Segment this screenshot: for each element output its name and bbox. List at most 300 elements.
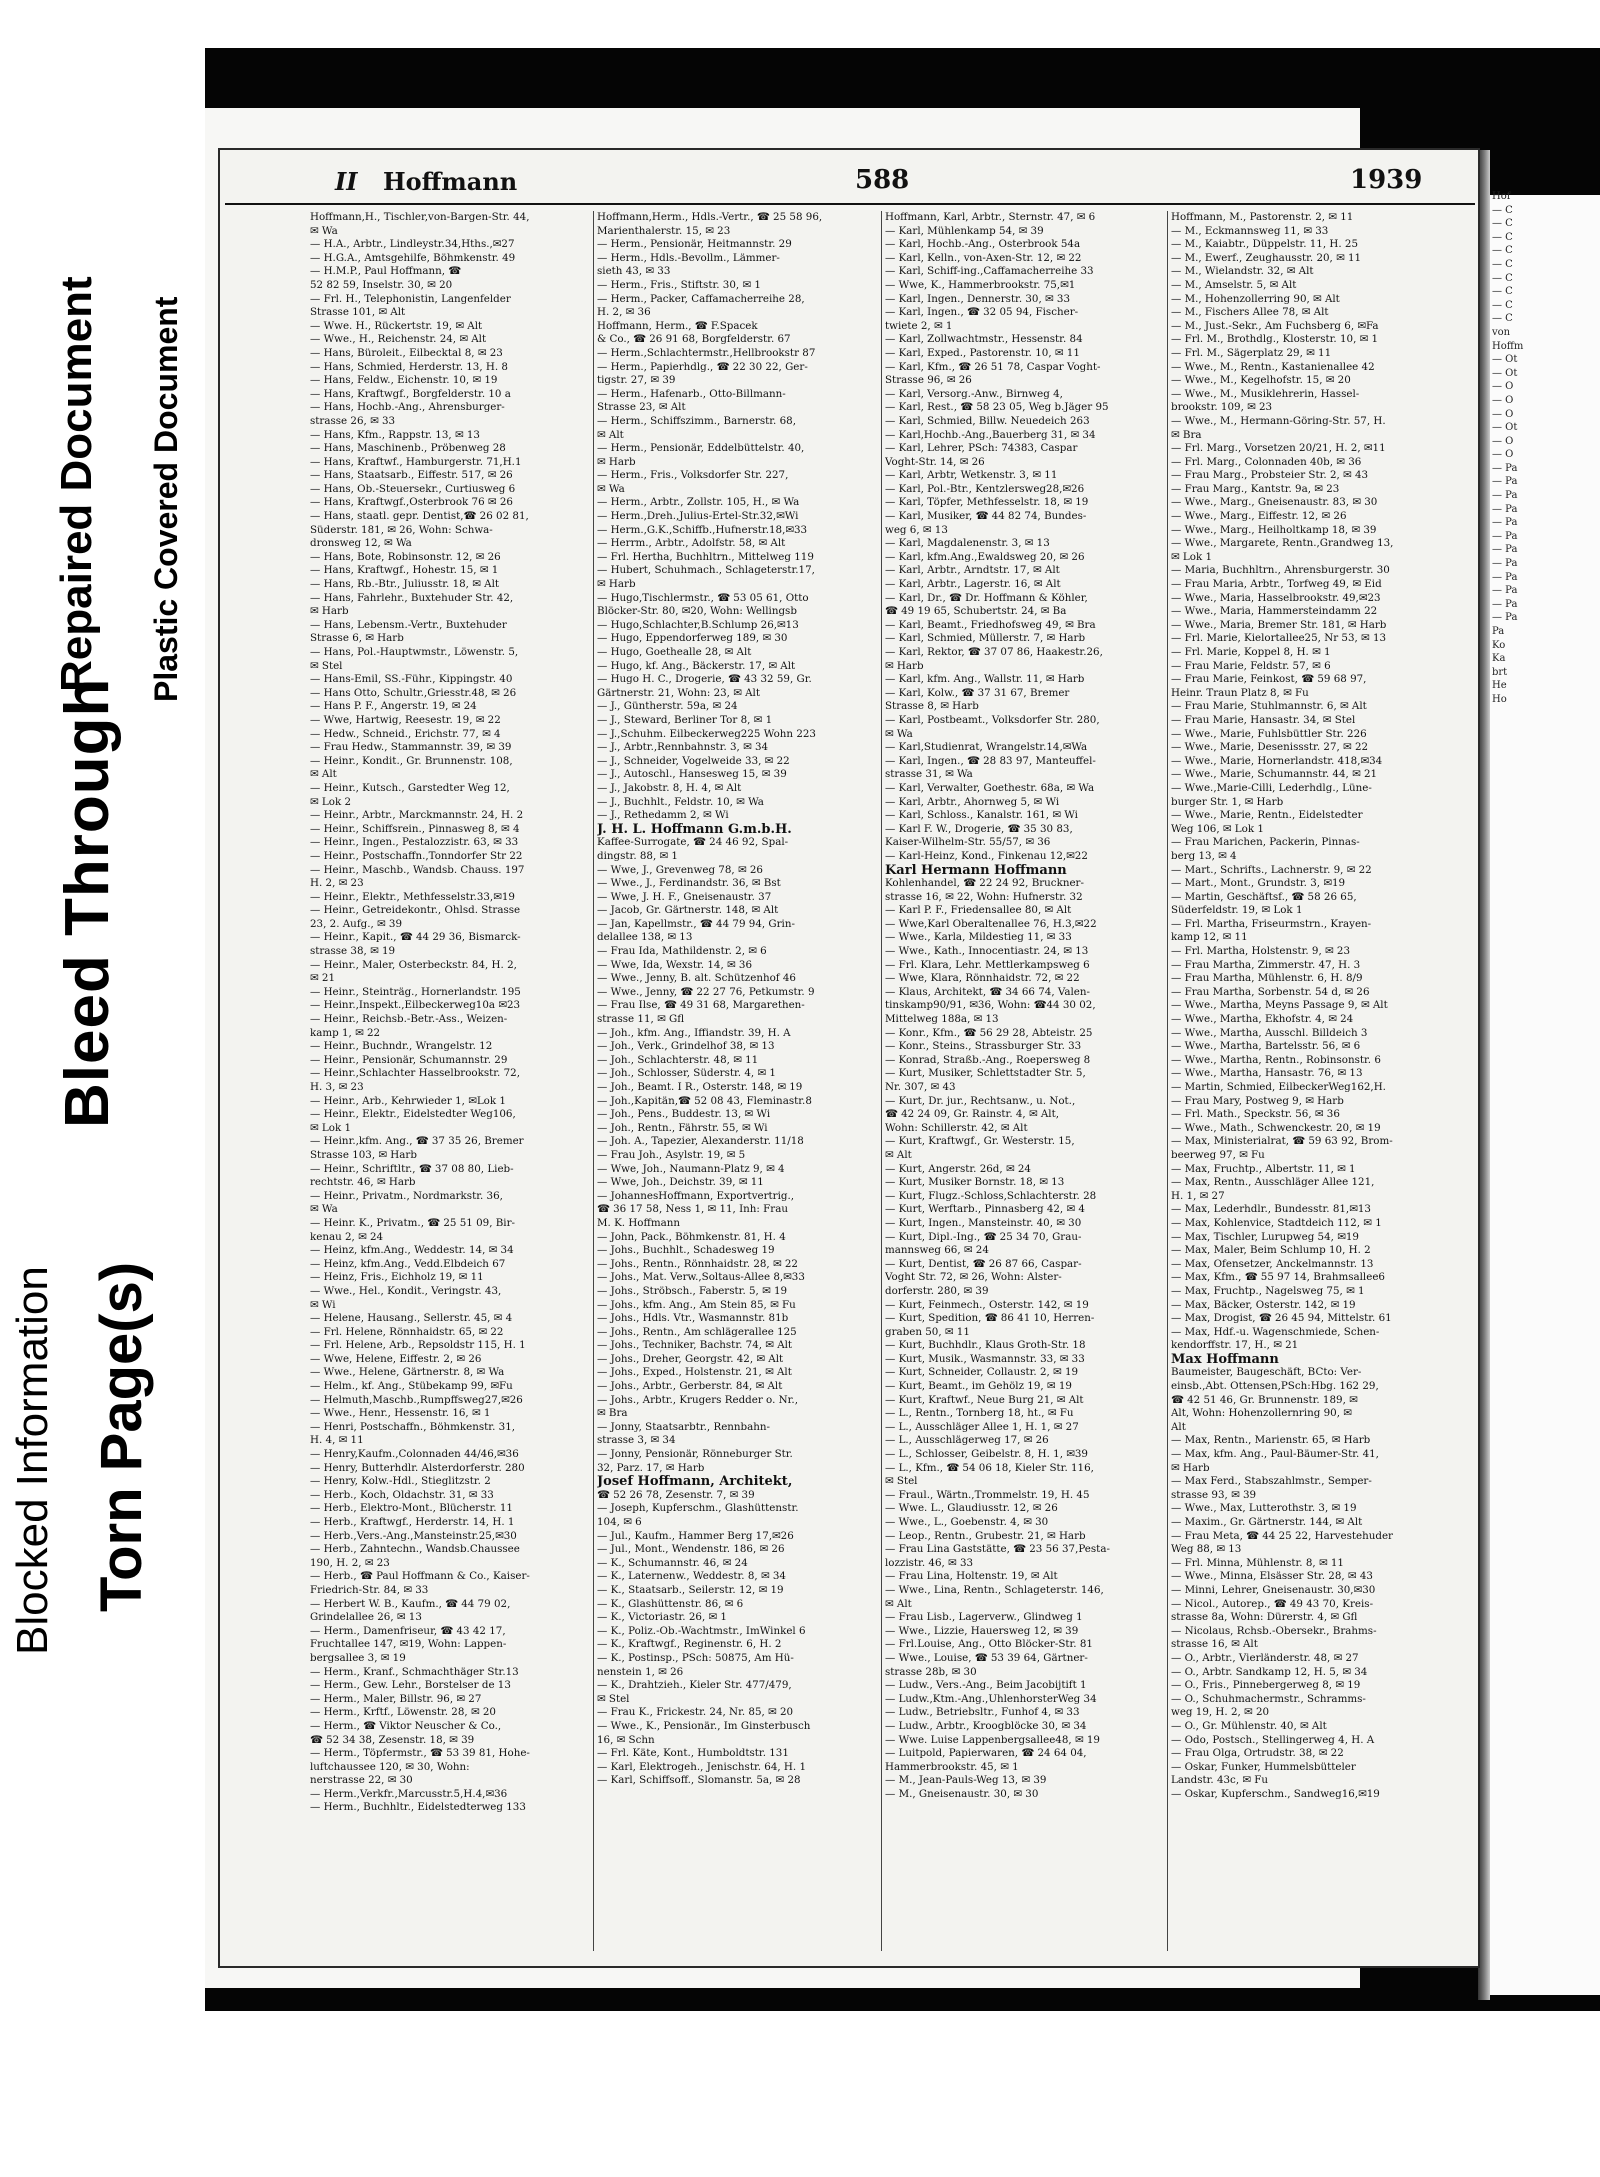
directory-entry-line: — Heinz, Fris., Eichholz 19, ✉ 11 bbox=[310, 1271, 484, 1284]
directory-entry-line: ✉ Bra bbox=[1171, 428, 1202, 441]
directory-entry-line: — Frau Olga, Ortrudstr. 38, ✉ 22 bbox=[1171, 1747, 1344, 1760]
fragment-line: Pa bbox=[1492, 626, 1505, 637]
directory-entry-line: — Wwe., Louise, ☎ 53 39 64, Gärtner- bbox=[885, 1651, 1088, 1664]
directory-entry-line: — Karl, Exped., Pastorenstr. 10, ✉ 11 bbox=[885, 346, 1080, 359]
directory-entry-line: — Wwe., Marg., Gneisenaustr. 83, ✉ 30 bbox=[1171, 496, 1378, 509]
directory-entry-line: M. K. Hoffmann bbox=[597, 1216, 680, 1229]
directory-entry-line: Kaffee-Surrogate, ☎ 24 46 92, Spal- bbox=[597, 836, 789, 849]
directory-entry-line: — Wwe., Helene, Gärtnerstr. 8, ✉ Wa bbox=[310, 1366, 505, 1379]
fragment-line: — Pa bbox=[1492, 476, 1518, 488]
directory-entry-line: — Jacob, Gr. Gärtnerstr. 148, ✉ Alt bbox=[597, 904, 779, 917]
fragment-line: — Ot bbox=[1492, 422, 1518, 434]
directory-entry-line: — J., Schneider, Vogelweide 33, ✉ 22 bbox=[597, 754, 790, 767]
directory-entry-line: Strasse 103, ✉ Harb bbox=[310, 1148, 417, 1161]
directory-entry-line: nerstrasse 22, ✉ 30 bbox=[310, 1774, 413, 1787]
directory-entry-line: — Frl. Helene, Arb., Repsoldstr 115, H. 1 bbox=[310, 1339, 526, 1352]
directory-entry-line: — Kurt, Musiker Bornstr. 18, ✉ 13 bbox=[885, 1176, 1065, 1189]
directory-entry-line: — Wwe., Margarete, Rentn.,Grandweg 13, bbox=[1171, 537, 1394, 550]
directory-entry-line: — Herm., Papierhdlg., ☎ 22 30 22, Ger- bbox=[597, 360, 808, 373]
directory-entry-line: — Karl, Musiker, ☎ 44 82 74, Bundes- bbox=[885, 510, 1087, 523]
fragment-line: — Pa bbox=[1492, 571, 1518, 583]
directory-entry-line: — Wwe., Marie, Desenissstr. 27, ✉ 22 bbox=[1171, 741, 1369, 754]
directory-entry-line: twiete 2, ✉ 1 bbox=[885, 319, 953, 332]
directory-entry-line: — Johs., kfm. Ang., Am Stein 85, ✉ Fu bbox=[597, 1298, 796, 1311]
directory-entry-line: — Karl, Kelln., von-Axen-Str. 12, ✉ 22 bbox=[885, 251, 1082, 264]
directory-entry-line: — Hans, Pol.-Hauptwmstr., Löwenstr. 5, bbox=[310, 646, 519, 658]
fragment-line: — Pa bbox=[1492, 544, 1518, 556]
directory-entry-line: — O., Schuhmachermstr., Schramms- bbox=[1171, 1692, 1366, 1705]
fragment-line: — Pa bbox=[1492, 585, 1518, 597]
directory-entry-line: — O., Gr. Mühlenstr. 40, ✉ Alt bbox=[1171, 1719, 1327, 1732]
directory-entry-line: — Joh. A., Tapezier, Alexanderstr. 11/18 bbox=[597, 1135, 804, 1148]
directory-entry-line: — Herm., Pensionär, Heitmannstr. 29 bbox=[597, 238, 792, 251]
directory-entry-line: H. 1, ✉ 27 bbox=[1171, 1189, 1225, 1202]
directory-entry-line: — Frau Lisb., Lagerverw., Glindweg 1 bbox=[885, 1611, 1083, 1624]
directory-entry-line: — Joh., Pens., Buddestr. 13, ✉ Wi bbox=[597, 1108, 771, 1121]
directory-entry-line: — Karl, Versorg.-Anw., Birnweg 4, bbox=[885, 387, 1063, 400]
directory-entry-line: 190, H. 2, ✉ 23 bbox=[310, 1556, 390, 1569]
directory-entry-line: — Wwe., Karla, Mildestieg 11, ✉ 33 bbox=[885, 931, 1072, 944]
directory-entry-line: — Heinr., Privatm., Nordmarkstr. 36, bbox=[310, 1189, 503, 1202]
directory-entry-line: — Wwe., Martha, Meyns Passage 9, ✉ Alt bbox=[1171, 999, 1388, 1012]
directory-entry-line: Nr. 307, ✉ 43 bbox=[885, 1081, 956, 1093]
fragment-line: — Pa bbox=[1492, 530, 1518, 542]
directory-entry-line: ✉ Wa bbox=[597, 482, 625, 495]
directory-entry-line: — Frl. Marg., Colonnaden 40b, ✉ 36 bbox=[1171, 455, 1362, 468]
directory-entry-line: — Wwe., Lizzie, Hauersweg 12, ✉ 39 bbox=[885, 1624, 1079, 1637]
directory-entry-line: — M., Just.-Sekr., Am Fuchsberg 6, ✉Fa bbox=[1171, 319, 1379, 332]
directory-entry-line: — Wwe, Ida, Wexstr. 14, ✉ 36 bbox=[597, 958, 753, 971]
fragment-line: — O bbox=[1492, 449, 1514, 461]
directory-entry-line: — Herb., Koch, Oldachstr. 31, ✉ 33 bbox=[310, 1488, 494, 1501]
directory-entry-line: — Wwe., M., Kegelhofstr. 15, ✉ 20 bbox=[1171, 374, 1351, 387]
directory-entry-line: 104, ✉ 6 bbox=[597, 1516, 642, 1528]
directory-entry-line: strasse 38, ✉ 19 bbox=[310, 945, 396, 958]
directory-entry-line: — Joh., kfm. Ang., Iffiandstr. 39, H. A bbox=[597, 1026, 791, 1039]
directory-entry-line: — Fraul., Wärtn.,Trommelstr. 19, H. 45 bbox=[885, 1488, 1090, 1501]
directory-entry-line: — L., Ausschläger Allee 1, H. 1, ✉ 27 bbox=[885, 1420, 1079, 1433]
directory-entry-line: — Kurt, Dr. jur., Rechtsanw., u. Not., bbox=[885, 1094, 1076, 1107]
directory-entry-line: — Hans, Feldw., Eichenstr. 10, ✉ 19 bbox=[310, 374, 498, 387]
page-number: 588 bbox=[855, 165, 910, 195]
directory-entry-line: — Frl. Marg., Vorsetzen 20/21, H. 2, ✉11 bbox=[1171, 442, 1386, 455]
directory-entry-line: — Herb., Zahntechn., Wandsb.Chaussee bbox=[310, 1543, 520, 1556]
directory-entry-line: — Ludw., Arbtr., Kroogblöcke 30, ✉ 34 bbox=[885, 1719, 1087, 1732]
directory-entry-line: H. 4, ✉ 11 bbox=[310, 1434, 364, 1447]
directory-entry-line: — Hans, Kfm., Rappstr. 13, ✉ 13 bbox=[310, 428, 480, 441]
directory-entry-line: — Karl, Pol.-Btr., Kentzlersweg28,✉26 bbox=[885, 482, 1085, 495]
directory-entry-line: Hammerbrookstr. 45, ✉ 1 bbox=[885, 1760, 1019, 1773]
label-blocked-information: Blocked Information bbox=[8, 1266, 57, 1655]
directory-entry-line: — Kurt, Feinmech., Osterstr. 142, ✉ 19 bbox=[885, 1298, 1089, 1311]
directory-entry-line: — Karl, Zollwachtmstr., Hessenstr. 84 bbox=[885, 333, 1083, 346]
directory-entry-line: — Karl, Arbtr., Arndtstr. 17, ✉ Alt bbox=[885, 564, 1060, 577]
directory-entry-line: — Konr., Kfm., ☎ 56 29 28, Abteistr. 25 bbox=[885, 1026, 1093, 1039]
directory-entry-line: — Kurt, Spedition, ☎ 86 41 10, Herren- bbox=[885, 1312, 1095, 1325]
directory-entry-line: — Kurt, Werftarb., Pinnasberg 42, ✉ 4 bbox=[885, 1203, 1085, 1216]
directory-entry-line: — Heinr., Kondit., Gr. Brunnenstr. 108, bbox=[310, 754, 513, 767]
directory-entry-line: bergsallee 3, ✉ 19 bbox=[310, 1651, 406, 1664]
directory-entry-line: — Herb., ☎ Paul Hoffmann & Co., Kaiser- bbox=[310, 1570, 530, 1583]
directory-entry-line: — Frau Marie, Feinkost, ☎ 59 68 97, bbox=[1171, 673, 1367, 686]
directory-entry-line: ✉ Stel bbox=[310, 659, 343, 672]
directory-entry-line: — Herm., Pensionär, Eddelbüttelstr. 40, bbox=[597, 442, 805, 455]
next-page-fragment bbox=[1492, 190, 1600, 1990]
directory-entry-line: — Karl, Schiff-ing.,Caffamacherreihe 33 bbox=[885, 265, 1094, 278]
directory-entry-line: — Heinz, kfm.Ang., Vedd.Elbdeich 67 bbox=[310, 1257, 506, 1270]
directory-entry-line: — L., Schlosser, Geibelstr. 8, H. 1, ✉39 bbox=[885, 1448, 1088, 1461]
directory-entry-line: — Kurt, Flugz.-Schloss,Schlachterstr. 28 bbox=[885, 1189, 1097, 1202]
fragment-line: — Pa bbox=[1492, 517, 1518, 529]
directory-entry-line: — Heinr., Elektr., Methfesselstr.33,✉19 bbox=[310, 890, 515, 903]
directory-entry-line: — Wwe., K., Pensionär., Im Ginsterbusch bbox=[597, 1719, 811, 1732]
directory-entry-line: — Karl, Magdalenenstr. 3, ✉ 13 bbox=[885, 537, 1050, 550]
directory-entry-line: — Frau Hedw., Stammannstr. 39, ✉ 39 bbox=[310, 741, 512, 754]
directory-entry-line: ☎ 52 34 38, Zesenstr. 18, ✉ 39 bbox=[310, 1733, 475, 1746]
directory-entry-line: Hoffmann,H., Tischler,von-Bargen-Str. 44, bbox=[310, 211, 530, 223]
directory-entry-line: — Jul., Kaufm., Hammer Berg 17,✉26 bbox=[597, 1529, 794, 1542]
directory-entry-line: — Wwe., Hel., Kondit., Veringstr. 43, bbox=[310, 1284, 502, 1297]
directory-entry-line: Blöcker-Str. 80, ✉20, Wohn: Wellingsb bbox=[597, 605, 797, 618]
directory-entry-line: — Klaus, Architekt, ☎ 34 66 74, Valen- bbox=[885, 985, 1090, 998]
directory-entry-line: — M., Fischers Allee 78, ✉ Alt bbox=[1171, 306, 1329, 319]
directory-entry-line: — Wwe., Martha, Hansastr. 76, ✉ 13 bbox=[1171, 1067, 1363, 1080]
directory-entry-line: — Heinr.,kfm. Ang., ☎ 37 35 26, Bremer bbox=[310, 1135, 524, 1148]
directory-entry-line: — K., Laternenw., Weddestr. 8, ✉ 34 bbox=[597, 1570, 786, 1583]
fragment-line: — Pa bbox=[1492, 503, 1518, 515]
directory-entry-line: — Frau Lina, Holtenstr. 19, ✉ Alt bbox=[885, 1570, 1058, 1583]
directory-entry-line: Gärtnerstr. 21, Wohn: 23, ✉ Alt bbox=[597, 686, 760, 699]
directory-entry-line: H. 2, ✉ 36 bbox=[597, 306, 651, 319]
directory-entry-line: — Kurt, Musiker, Schlettstadter Str. 5, bbox=[885, 1067, 1086, 1080]
fragment-line: — Pa bbox=[1492, 598, 1518, 610]
directory-column-3 bbox=[885, 211, 1167, 1951]
directory-entry-line: ☎ 36 17 58, Ness 1, ✉ 11, Inh: Frau bbox=[597, 1203, 789, 1216]
directory-entry-line: — Henry, Kolw.-Hdl., Stieglitzstr. 2 bbox=[310, 1475, 491, 1488]
directory-entry-line: — Wwe, Helene, Eiffestr. 2, ✉ 26 bbox=[310, 1352, 482, 1365]
directory-entry-line: — Max, Kohlenvice, Stadtdeich 112, ✉ 1 bbox=[1171, 1216, 1382, 1229]
directory-entry-line: strasse 11, ✉ Gfl bbox=[597, 1013, 685, 1026]
column-divider bbox=[593, 211, 594, 1951]
directory-entry-line: — Wwe., Maria, Hammersteindamm 22 bbox=[1171, 605, 1378, 618]
directory-entry-line: — Karl, Arbtr, Wetkenstr. 3, ✉ 11 bbox=[885, 469, 1058, 482]
directory-column-4 bbox=[1171, 211, 1453, 1951]
directory-entry-line: tigstr. 27, ✉ 39 bbox=[597, 374, 676, 387]
directory-entry-line: ✉ Wa bbox=[885, 727, 913, 740]
directory-entry-line: — Heinr., Ingen., Pestalozzistr. 63, ✉ 33 bbox=[310, 836, 519, 849]
directory-entry-line: — Heinr., Arbtr., Marckmannstr. 24, H. 2 bbox=[310, 809, 524, 822]
fragment-line: — Pa bbox=[1492, 490, 1518, 502]
directory-entry-line: — K., Kraftwgf., Reginenstr. 6, H. 2 bbox=[597, 1638, 782, 1651]
directory-entry-line: H. 2, ✉ 23 bbox=[310, 877, 364, 890]
header-surname: Hoffmann bbox=[383, 167, 518, 196]
directory-entry-line: 23, 2. Aufg., ✉ 39 bbox=[310, 917, 403, 930]
directory-entry-line: — Frl. Marie, Koppel 8, H. ✉ 1 bbox=[1171, 646, 1331, 658]
directory-entry-line: — M., Hohenzollerring 90, ✉ Alt bbox=[1171, 292, 1340, 305]
directory-entry-line: — Wwe., Maria, Bremer Str. 181, ✉ Harb bbox=[1171, 618, 1387, 631]
directory-entry-line: — Hans, Bote, Robinsonstr. 12, ✉ 26 bbox=[310, 550, 501, 563]
directory-entry-line: — K., Postinsp., PSch: 50875, Am Hü- bbox=[597, 1651, 794, 1664]
directory-entry-line: ✉ Alt bbox=[885, 1597, 912, 1610]
directory-entry-line: — Karl F. W., Drogerie, ☎ 35 30 83, bbox=[885, 822, 1073, 835]
directory-entry-line: — Wwe, Klara, Rönnhaidstr. 72, ✉ 22 bbox=[885, 972, 1080, 985]
fragment-line: Hoffm bbox=[1492, 340, 1524, 352]
directory-entry-line: — M., Eckmannsweg 11, ✉ 33 bbox=[1171, 224, 1329, 237]
directory-entry-line: — Nicol., Autorep., ☎ 49 43 70, Kreis- bbox=[1171, 1597, 1374, 1610]
directory-entry-line: Strasse 8, ✉ Harb bbox=[885, 700, 979, 713]
fragment-line: — Pa bbox=[1492, 558, 1518, 570]
directory-entry-line: — Karl, Ingen., ☎ 28 83 97, Manteuffel- bbox=[885, 754, 1096, 767]
directory-entry-line: strasse 16, ✉ 22, Wohn: Hufnerstr. 32 bbox=[885, 890, 1083, 903]
directory-entry-line: ✉ Harb bbox=[310, 605, 349, 618]
directory-entry-line: — Herm.,Schlachtermstr.,Hellbrookstr 87 bbox=[597, 346, 816, 359]
directory-entry-line: — Heinr.,Schlachter Hasselbrookstr. 72, bbox=[310, 1067, 520, 1080]
directory-entry-line: — Frl. M., Sägerplatz 29, ✉ 11 bbox=[1171, 346, 1332, 359]
directory-entry-line: — Kurt, Schneider, Collaustr. 2, ✉ 19 bbox=[885, 1366, 1079, 1379]
directory-entry-line: — Frl. Helene, Rönnhaidstr. 65, ✉ 22 bbox=[310, 1325, 504, 1338]
fragment-line: brt bbox=[1492, 666, 1508, 678]
directory-entry-line: J. H. L. Hoffmann G.m.b.H. bbox=[597, 822, 792, 837]
directory-entry-line: — L., Kfm., ☎ 54 06 18, Kieler Str. 116, bbox=[885, 1461, 1094, 1474]
directory-entry-line: — Wwe, J. H. F., Gneisenaustr. 37 bbox=[597, 890, 772, 903]
directory-entry-line: — Herm.,G.K.,Schiffb.,Hufnerstr.18,✉33 bbox=[597, 523, 808, 536]
directory-entry-line: tinskamp90/91, ✉36, Wohn: ☎44 30 02, bbox=[885, 999, 1096, 1012]
directory-entry-line: — Joh.,Kapitän,☎ 52 08 43, Fleminastr.8 bbox=[597, 1094, 812, 1107]
fragment-line: — O bbox=[1492, 394, 1514, 406]
directory-entry-line: — Wwe., Maria, Hasselbrookstr. 49,✉23 bbox=[1171, 591, 1381, 604]
directory-entry-line: — Wwe., Martha, Ekhofstr. 4, ✉ 24 bbox=[1171, 1013, 1354, 1026]
directory-entry-line: Heinr. Traun Platz 8, ✉ Fu bbox=[1171, 686, 1309, 699]
directory-entry-line: — Johs., Rentn., Am schlägerallee 125 bbox=[597, 1325, 797, 1338]
directory-entry-line: — Wwe., Jenny, B. alt. Schützenhof 46 bbox=[597, 972, 796, 985]
directory-entry-line: — Kurt, Musik., Wasmannstr. 33, ✉ 33 bbox=[885, 1352, 1085, 1365]
directory-entry-line: — Herm.,Dreh.,Julius-Ertel-Str.32,✉Wi bbox=[597, 510, 799, 523]
directory-entry-line: — K., Glashüttenstr. 86, ✉ 6 bbox=[597, 1597, 744, 1610]
directory-entry-line: — Maxim., Gr. Gärtnerstr. 144, ✉ Alt bbox=[1171, 1516, 1363, 1528]
directory-entry-line: — Frau Lina Gaststätte, ☎ 23 56 37,Pesta- bbox=[885, 1543, 1110, 1556]
directory-entry-line: — Johs., Dreher, Georgstr. 42, ✉ Alt bbox=[597, 1352, 784, 1365]
directory-entry-line: — Hans, Kraftwf., Hamburgerstr. 71,H.1 bbox=[310, 455, 522, 468]
fragment-line: — Pa bbox=[1492, 612, 1518, 624]
directory-entry-line: — M., Wielandstr. 32, ✉ Alt bbox=[1171, 265, 1314, 278]
directory-entry-line: ☎ 42 24 09, Gr. Rainstr. 4, ✉ Alt, bbox=[885, 1108, 1060, 1121]
directory-entry-line: — Hugo H. C., Drogerie, ☎ 43 32 59, Gr. bbox=[597, 673, 812, 686]
directory-entry-line: — Herm., ☎ Viktor Neuscher & Co., bbox=[310, 1719, 502, 1732]
directory-entry-line: — Frl. M., Brothdlg., Klosterstr. 10, ✉ 1 bbox=[1171, 333, 1379, 346]
directory-entry-line: — Frl. Marie, Kielortallee25, Nr 53, ✉ 13 bbox=[1171, 632, 1387, 645]
fragment-line: — O bbox=[1492, 408, 1514, 420]
directory-entry-line: — J., Steward, Berliner Tor 8, ✉ 1 bbox=[597, 713, 773, 726]
directory-entry-line: — Heinr., Reichsb.-Betr.-Ass., Weizen- bbox=[310, 1013, 508, 1026]
directory-entry-line: — K., Victoriastr. 26, ✉ 1 bbox=[597, 1611, 727, 1624]
directory-entry-line: — Frau Marichen, Packerin, Pinnas- bbox=[1171, 836, 1360, 849]
directory-entry-line: — J.,Schuhm. Eilbeckerweg225 Wohn 223 bbox=[597, 727, 816, 740]
directory-entry-line: — Helm., kf. Ang., Stübekamp 99, ✉Fu bbox=[310, 1380, 513, 1393]
fragment-line: Ka bbox=[1492, 653, 1506, 665]
fragment-line: — C bbox=[1492, 272, 1513, 284]
directory-entry-line: — Frau Marie, Feldstr. 57, ✉ 6 bbox=[1171, 659, 1331, 672]
directory-entry-line: — Max, Rentn., Marienstr. 65, ✉ Harb bbox=[1171, 1434, 1371, 1447]
directory-entry-line: — Max, Kfm., ☎ 55 97 14, Brahmsallee6 bbox=[1171, 1271, 1385, 1284]
directory-entry-line: ✉ Harb bbox=[597, 455, 636, 468]
fragment-line: Ko bbox=[1492, 639, 1506, 651]
directory-entry-line: ✉ Wa bbox=[310, 224, 338, 237]
directory-entry-line: — Herm., Töpfermstr., ☎ 53 39 81, Hohe- bbox=[310, 1747, 530, 1760]
directory-entry-line: — Heinr. K., Privatm., ☎ 25 51 09, Bir- bbox=[310, 1216, 515, 1229]
directory-entry-line: — Jonny, Pensionär, Rönneburger Str. bbox=[597, 1448, 793, 1461]
directory-entry-line: — Kurt, Beamt., im Gehölz 19, ✉ 19 bbox=[885, 1380, 1072, 1393]
directory-entry-line: — Hedw., Schneid., Erichstr. 77, ✉ 4 bbox=[310, 727, 501, 740]
directory-entry-line: — Wwe., Marie, Fuhlsbüttler Str. 226 bbox=[1171, 727, 1367, 740]
directory-entry-line: — Wwe., Marg., Eiffestr. 12, ✉ 26 bbox=[1171, 510, 1347, 523]
directory-entry-line: — Frau Ida, Mathildenstr. 2, ✉ 6 bbox=[597, 945, 767, 958]
directory-entry-line: — Max, Drogist, ☎ 26 45 94, Mittelstr. 61 bbox=[1171, 1312, 1392, 1325]
directory-entry-line: — Joh., Beamt. I R., Osterstr. 148, ✉ 19 bbox=[597, 1081, 803, 1093]
directory-entry-line: — Leop., Rentn., Grubestr. 21, ✉ Harb bbox=[885, 1529, 1086, 1542]
directory-entry-line: Voght Str. 72, ✉ 26, Wohn: Alster- bbox=[885, 1271, 1062, 1284]
directory-entry-line: Alt bbox=[1171, 1420, 1186, 1433]
directory-entry-line: — John, Pack., Böhmkenstr. 81, H. 4 bbox=[597, 1230, 786, 1243]
directory-entry-line: ✉ Bra bbox=[597, 1407, 628, 1420]
page-header bbox=[225, 155, 1475, 205]
directory-entry-line: — J., Güntherstr. 59a, ✉ 24 bbox=[597, 700, 738, 713]
directory-entry-line: — Martin, Geschäftsf., ☎ 58 26 65, bbox=[1171, 890, 1357, 903]
directory-entry-line: Strasse 101, ✉ Alt bbox=[310, 306, 406, 319]
directory-entry-line: — Wwe., M., Hermann-Göring-Str. 57, H. bbox=[1171, 414, 1386, 427]
directory-entry-line: — Heinr., Buchndr., Wrangelstr. 12 bbox=[310, 1040, 493, 1053]
directory-entry-line: — Ludw., Vers.-Ang., Beim Jacobijtift 1 bbox=[885, 1679, 1087, 1692]
directory-entry-line: — Wwe., Lina, Rentn., Schlageterstr. 146, bbox=[885, 1583, 1104, 1596]
directory-entry-line: Karl Hermann Hoffmann bbox=[885, 863, 1067, 878]
directory-entry-line: — Frau Marg., Probsteier Str. 2, ✉ 43 bbox=[1171, 469, 1369, 482]
directory-entry-line: Alt, Wohn: Hohenzollernring 90, ✉ bbox=[1171, 1407, 1352, 1420]
directory-entry-line: — Frau Ilse, ☎ 49 31 68, Margarethen- bbox=[597, 999, 805, 1012]
directory-entry-line: ✉ Harb bbox=[1171, 1461, 1210, 1474]
directory-entry-line: — Wwe. Luise Lappenbergsallee48, ✉ 19 bbox=[885, 1733, 1100, 1746]
directory-entry-line: — Nicolaus, Rchsb.-Obersekr., Brahms- bbox=[1171, 1624, 1377, 1637]
directory-entry-line: — Heinr., Arb., Kehrwieder 1, ✉Lok 1 bbox=[310, 1094, 506, 1107]
directory-entry-line: — Herb.,Vers.-Ang.,Mansteinstr.25,✉30 bbox=[310, 1529, 517, 1542]
directory-entry-line: ✉ Lok 1 bbox=[310, 1121, 352, 1134]
directory-entry-line: — Helmuth,Maschb.,Rumpffsweg27,✉26 bbox=[310, 1393, 523, 1406]
directory-entry-line: — Karl, Elektrogeh., Jenischstr. 64, H. 1 bbox=[597, 1760, 807, 1773]
directory-entry-line: — Wwe., J., Ferdinandstr. 36, ✉ Bst bbox=[597, 877, 781, 890]
directory-entry-line: — Minni, Lehrer, Gneisenaustr. 30,✉30 bbox=[1171, 1583, 1376, 1596]
directory-entry-line: — Herb., Elektro-Mont., Blücherstr. 11 bbox=[310, 1502, 513, 1515]
directory-entry-line: — Heinr., Schiffsrein., Pinnasweg 8, ✉ 4 bbox=[310, 822, 520, 835]
directory-entry-line: Kohlenhandel, ☎ 22 24 92, Bruckner- bbox=[885, 877, 1084, 890]
directory-entry-line: ✉ Stel bbox=[597, 1692, 630, 1705]
directory-entry-line: ✉ Lok 2 bbox=[310, 795, 352, 808]
directory-entry-line: — Karl, Mühlenkamp 54, ✉ 39 bbox=[885, 224, 1044, 237]
directory-entry-line: — Karl, kfm.Ang.,Ewaldsweg 20, ✉ 26 bbox=[885, 550, 1085, 563]
directory-entry-line: — Heinr., Maler, Osterbeckstr. 84, H. 2, bbox=[310, 958, 517, 971]
directory-entry-line: — Karl, Hochb.-Ang., Osterbrook 54a bbox=[885, 238, 1081, 251]
directory-entry-line: ✉ Lok 1 bbox=[1171, 550, 1213, 563]
directory-entry-line: — Hans, Ob.-Steuersekr., Curtiusweg 6 bbox=[310, 482, 516, 495]
directory-entry-line: — Karl, Schloss., Kanalstr. 161, ✉ Wi bbox=[885, 809, 1078, 822]
directory-entry-line: — M., Jean-Pauls-Weg 13, ✉ 39 bbox=[885, 1774, 1047, 1787]
directory-entry-line: — Karl, Schmied, Müllerstr. 7, ✉ Harb bbox=[885, 632, 1086, 645]
directory-entry-line: — Herm., Arbtr., Zollstr. 105, H., ✉ Wa bbox=[597, 496, 800, 509]
directory-entry-line: strasse 31, ✉ Wa bbox=[885, 768, 973, 781]
directory-entry-line: — Frl. Klara, Lehr. Mettlerkampsweg 6 bbox=[885, 958, 1090, 971]
directory-entry-line: — Wwe, J., Grevenweg 78, ✉ 26 bbox=[597, 863, 763, 876]
directory-entry-line: — Karl, Beamt., Friedhofsweg 49, ✉ Bra bbox=[885, 618, 1096, 631]
directory-entry-line: — Max, Bäcker, Osterstr. 142, ✉ 19 bbox=[1171, 1298, 1356, 1311]
directory-entry-line: — Wwe., Jenny, ☎ 22 27 76, Petkumstr. 9 bbox=[597, 985, 815, 998]
directory-entry-line: berg 13, ✉ 4 bbox=[1171, 849, 1237, 862]
directory-entry-line: — Frl. Minna, Mühlenstr. 8, ✉ 11 bbox=[1171, 1556, 1344, 1569]
directory-entry-line: Süderfeldstr. 19, ✉ Lok 1 bbox=[1171, 904, 1303, 917]
directory-entry-line: graben 50, ✉ 11 bbox=[885, 1325, 970, 1338]
directory-entry-line: — Karl, Töpfer, Methfesselstr. 18, ✉ 19 bbox=[885, 496, 1089, 509]
directory-entry-line: — J., Rethedamm 2, ✉ Wi bbox=[597, 809, 729, 822]
directory-entry-line: — Hugo, Goethealle 28, ✉ Alt bbox=[597, 646, 752, 658]
directory-entry-line: — L., Ausschlägerweg 17, ✉ 26 bbox=[885, 1434, 1049, 1447]
directory-entry-line: — JohannesHoffmann, Exportvertrig., bbox=[597, 1189, 795, 1202]
directory-entry-line: — Hans, Büroleit., Eilbecktal 8, ✉ 23 bbox=[310, 346, 503, 359]
directory-entry-line: — Hugo, Eppendorferweg 189, ✉ 30 bbox=[597, 632, 788, 645]
directory-entry-line: — Hans-Emil, SS.-Führ., Kippingstr. 40 bbox=[310, 673, 513, 686]
directory-entry-line: — Frau K., Frickestr. 24, Nr. 85, ✉ 20 bbox=[597, 1706, 794, 1719]
directory-entry-line: — Heinr., Steinträg., Hornerlandstr. 195 bbox=[310, 985, 521, 998]
directory-entry-line: — Kurt, Kraftwf., Neue Burg 21, ✉ Alt bbox=[885, 1393, 1084, 1406]
fragment-line: von bbox=[1492, 326, 1511, 338]
directory-entry-line: ✉ Stel bbox=[885, 1475, 918, 1488]
directory-entry-line: Kaiser-Wilhelm-Str. 55/57, ✉ 36 bbox=[885, 836, 1051, 849]
directory-entry-line: — Johs., Ströbsch., Faberstr. 5, ✉ 19 bbox=[597, 1284, 788, 1297]
directory-entry-line: — J., Autoschl., Hansesweg 15, ✉ 39 bbox=[597, 768, 787, 781]
directory-entry-line: — Johs., Exped., Holstenstr. 21, ✉ Alt bbox=[597, 1366, 792, 1379]
directory-entry-line: strasse 26, ✉ 33 bbox=[310, 414, 396, 427]
directory-entry-line: — Karl, Lehrer, PSch: 74383, Caspar bbox=[885, 442, 1078, 455]
directory-entry-line: — Frl.Louise, Ang., Otto Blöcker-Str. 81 bbox=[885, 1638, 1093, 1651]
directory-entry-line: ✉ Wa bbox=[310, 1203, 338, 1216]
fragment-line: — C bbox=[1492, 245, 1513, 257]
directory-entry-line: ✉ Alt bbox=[885, 1148, 912, 1161]
directory-entry-line: — Karl, Arbtr., Ahornweg 5, ✉ Wi bbox=[885, 795, 1060, 808]
directory-entry-line: — Frl. H., Telephonistin, Langenfelder bbox=[310, 292, 511, 305]
directory-entry-line: — Herm., Buchhltr., Eidelstedterweg 133 bbox=[310, 1801, 526, 1814]
directory-entry-line: Strasse 6, ✉ Harb bbox=[310, 632, 404, 645]
directory-entry-line: — Frau Joh., Asylstr. 19, ✉ 5 bbox=[597, 1148, 746, 1161]
directory-entry-line: — Karl, Kfm., ☎ 26 51 78, Caspar Voght- bbox=[885, 360, 1101, 373]
directory-entry-line: strasse 3, ✉ 34 bbox=[597, 1434, 676, 1447]
directory-entry-line: — Max, Ministerialrat, ☎ 59 63 92, Brom- bbox=[1171, 1135, 1393, 1148]
directory-entry-line: — Frl. Hertha, Buchhltrn., Mittelweg 119 bbox=[597, 550, 814, 563]
directory-entry-line: — Herm., Hdls.-Bevollm., Lämmer- bbox=[597, 251, 780, 264]
directory-entry-line: — Wwe., L., Goebenstr. 4, ✉ 30 bbox=[885, 1516, 1049, 1528]
directory-entry-line: — Johs., Hdls. Vtr., Wasmannstr. 81b bbox=[597, 1312, 789, 1325]
directory-entry-line: — Max, Fruchtp., Nagelsweg 75, ✉ 1 bbox=[1171, 1284, 1365, 1297]
directory-entry-line: — Herm.,Verkfr.,Marcusstr.5,H.4,✉36 bbox=[310, 1787, 508, 1800]
directory-entry-line: — Johs., Buchhlt., Schadesweg 19 bbox=[597, 1244, 775, 1257]
directory-entry-line: — Frau Mary, Postweg 9, ✉ Harb bbox=[1171, 1094, 1344, 1107]
directory-entry-line: — Frau Martha, Sorbenstr. 54 d, ✉ 26 bbox=[1171, 985, 1370, 998]
directory-entry-line: — Max, Tischler, Lurupweg 54, ✉19 bbox=[1171, 1230, 1359, 1243]
fragment-line: He bbox=[1492, 680, 1507, 692]
fragment-line: — O bbox=[1492, 381, 1514, 393]
directory-entry-line: Strasse 23, ✉ Alt bbox=[597, 401, 686, 414]
label-repaired-document: Repaired Document bbox=[52, 276, 101, 692]
directory-entry-line: — Kurt, Ingen., Mansteinstr. 40, ✉ 30 bbox=[885, 1216, 1082, 1229]
directory-entry-line: — Heinr., Getreidekontr., Ohlsd. Strasse bbox=[310, 904, 521, 917]
directory-entry-line: — Johs., Arbtr., Gerberstr. 84, ✉ Alt bbox=[597, 1380, 783, 1393]
column-divider bbox=[881, 211, 882, 1951]
directory-entry-line: ✉ Harb bbox=[597, 578, 636, 591]
directory-entry-line: — Karl, kfm. Ang., Wallstr. 11, ✉ Harb bbox=[885, 673, 1085, 686]
